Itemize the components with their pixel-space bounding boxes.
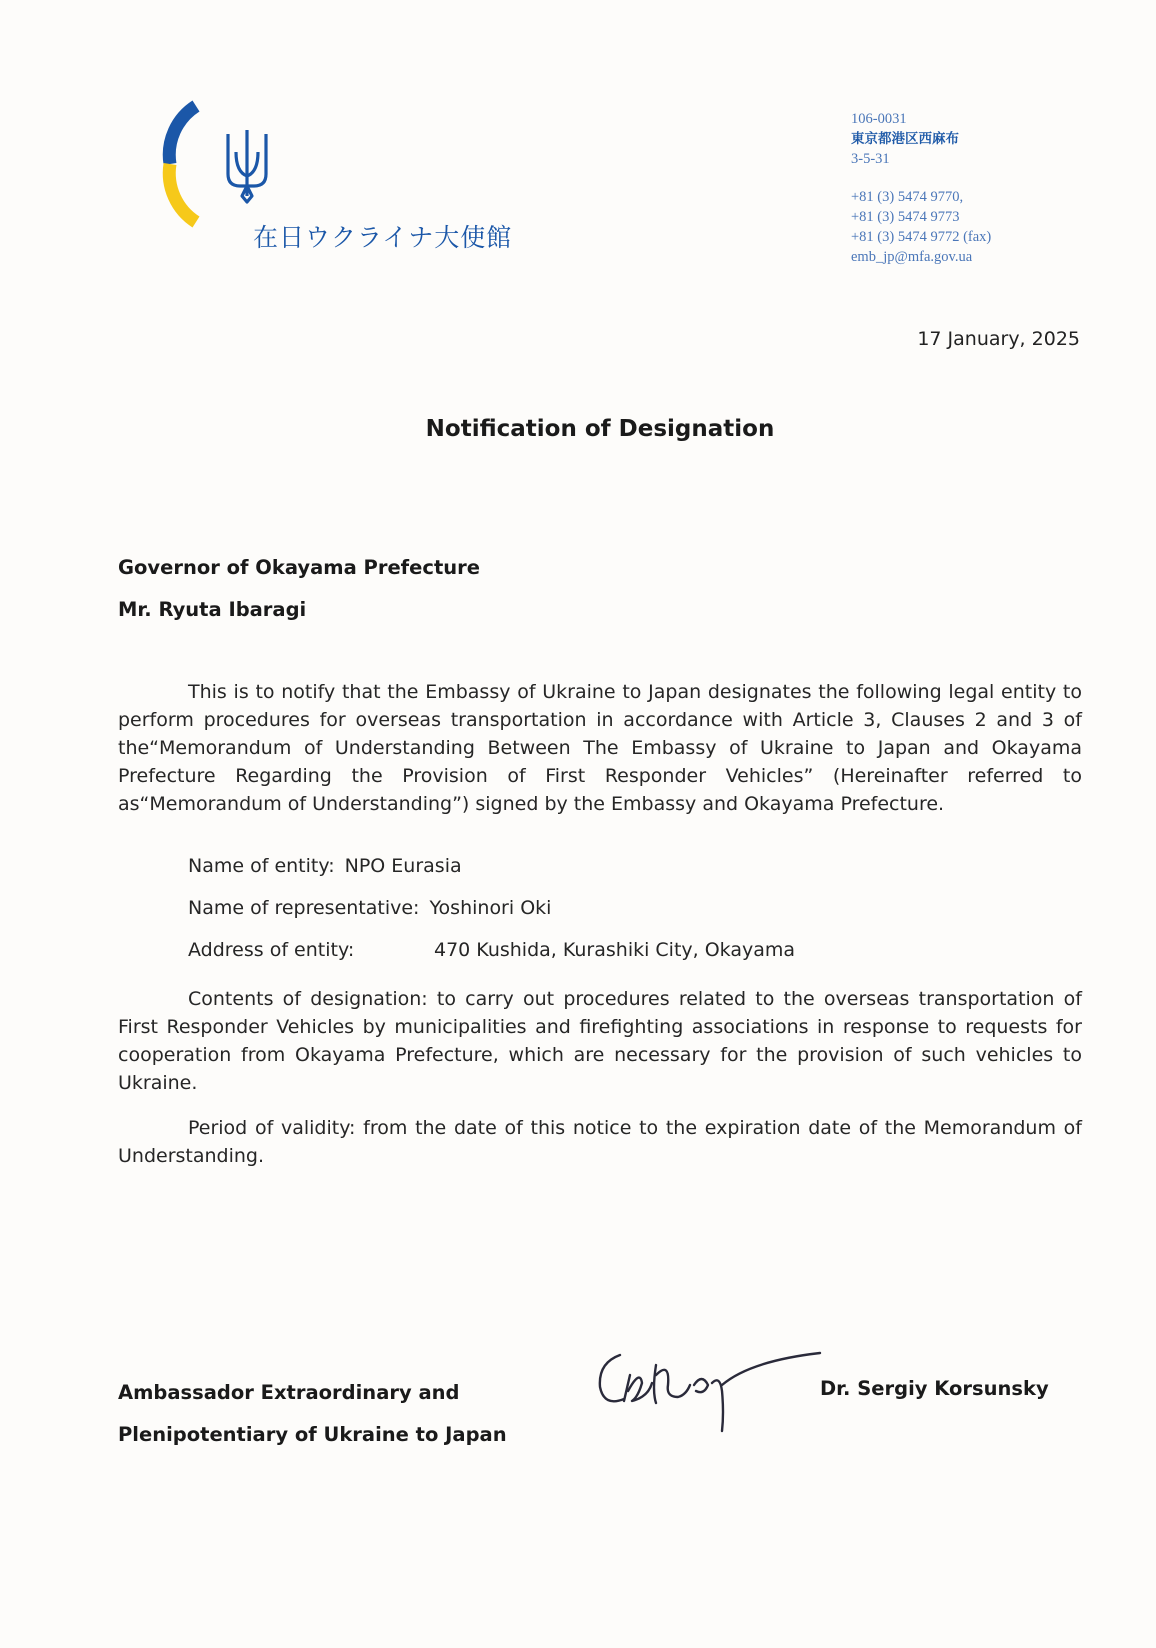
embassy-name-japanese: 在日ウクライナ大使館: [253, 223, 513, 252]
address-line: 東京都港区西麻布: [851, 131, 959, 147]
address-field: [188, 939, 796, 961]
address-value: 470 Kushida, Kurashiki City, Okayama: [434, 939, 796, 961]
contact-block: [851, 109, 1081, 267]
signatory-title: Ambassador Extraordinary and Plenipotentiary of Ukraine to Japan: [118, 1381, 507, 1446]
entity-label: Name of entity:: [188, 855, 335, 877]
signatory-name: Dr. Sergiy Korsunsky: [820, 1377, 1049, 1400]
postal-code: 106-0031: [851, 111, 907, 127]
phone-2: +81 (3) 5474 9773: [851, 209, 960, 225]
representative-label: Name of representative:: [188, 897, 420, 919]
representative-value: Yoshinori Oki: [429, 897, 552, 919]
entity-value: NPO Eurasia: [344, 855, 462, 877]
entity-field: [188, 855, 462, 877]
letter-date: 17 January, 2025: [917, 328, 1080, 350]
trident-icon: [222, 126, 272, 206]
contents-paragraph: Contents of designation: to carry out procedures related to the overseas transportation of First Responder Vehicles by municipalities and firefighting associations in response to requests for cooperation from Okayama Prefecture, which are necessary for the provision of such vehicles to Ukraine.: [118, 988, 1082, 1094]
phone-1: +81 (3) 5474 9770,: [851, 189, 964, 205]
addressee-name: Mr. Ryuta Ibaragi: [118, 598, 307, 621]
validity-paragraph: Period of validity: from the date of this notice to the expiration date of the Memorandum of Understanding.: [118, 1117, 1082, 1167]
address-label: Address of entity:: [188, 939, 355, 961]
representative-field: [188, 897, 551, 919]
email-address[interactable]: emb_jp@mfa.gov.ua: [851, 249, 973, 265]
address-number: 3-5-31: [851, 151, 890, 167]
intro-paragraph: This is to notify that the Embassy of Ukraine to Japan designates the following legal entity to perform procedures for overseas transportation in accordance with Article 3, Clauses 2 and 3 of the“Memorandum of Understanding Between The Embassy of Ukraine to Japan and Okayama Prefecture Regarding the Provision of First Responder Vehicles” (Hereinafter referred to as“Memorandum of Understanding”) signed by the Embassy and Okayama Prefecture.: [118, 681, 1082, 815]
addressee-title: Governor of Okayama Prefecture: [118, 556, 480, 579]
document-title: Notification of Designation: [425, 416, 775, 442]
addressee: [118, 547, 480, 631]
fax-number: +81 (3) 5474 9772 (fax): [851, 229, 992, 245]
